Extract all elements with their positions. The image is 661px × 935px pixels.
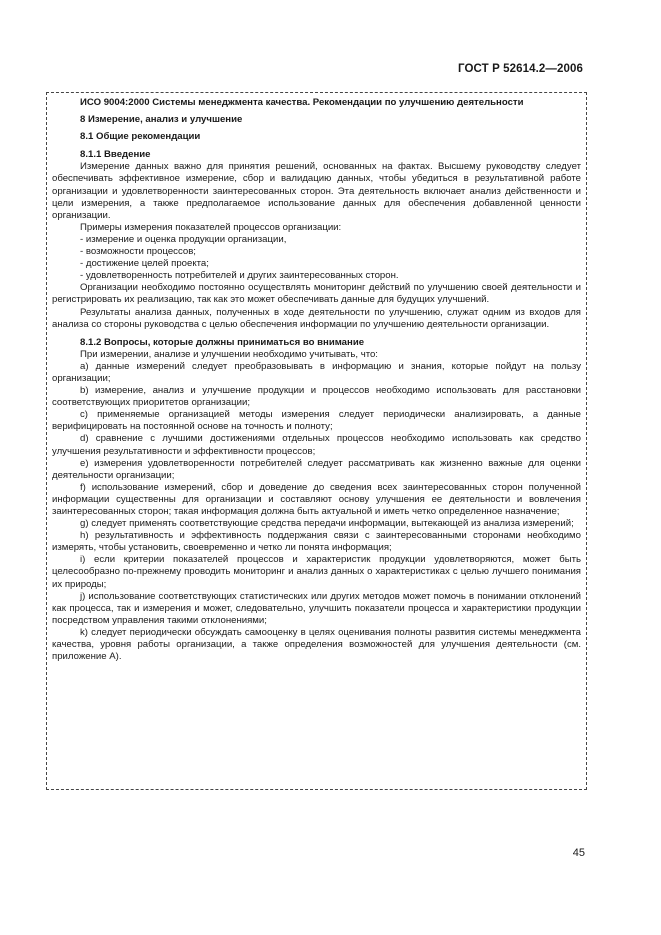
paragraph: Результаты анализа данных, полученных в ходе деятельности по улучшению, служат одним из входов для анализа со стороны руководства с целью обеспечения информации по улучшению деятельности организации. <box>52 306 581 330</box>
list-item: k) следует периодически обсуждать самооценку в целях оценивания полноты развития системы менеджмента качества, уровня работы организации, а также определения возможностей для улучшения деятельности (см. приложение А). <box>52 626 581 663</box>
section-heading: 8 Измерение, анализ и улучшение <box>80 114 243 126</box>
list-item: b) измерение, анализ и улучшение продукции и процессов необходимо использовать для расстановки соответствующих приоритетов организации; <box>52 385 581 409</box>
paragraph: Организации необходимо постоянно осуществлять мониторинг действий по улучшению своей деятельности и регистрировать их реализацию, так как это может обеспечивать данные для будущих улучшений. <box>52 282 581 306</box>
list-item: g) следует применять соответствующие средства передачи информации, вытекающей из анализа измерений; <box>80 518 574 530</box>
list-item: f) использование измерений, сбор и доведение до сведения всех заинтересованных сторон полученной информации существенны для организации и составляют основу улучшения ее деятельности и вовлечения заинтересованных сторон; такая информация должна быть актуальной и иметь четко определенное назначение; <box>52 481 581 517</box>
list-item: - удовлетворенность потребителей и других заинтересованных сторон. <box>80 270 581 282</box>
list-item: d) сравнение с лучшими достижениями отдельных процессов необходимо использовать как средство улучшения результативности и эффективности процессов; <box>52 433 581 457</box>
paragraph: Примеры измерения показателей процессов организации: <box>80 221 342 233</box>
document-id: ГОСТ Р 52614.2—2006 <box>458 63 583 75</box>
list-item: - измерение и оценка продукции организации, <box>80 234 581 246</box>
standard-title: ИСО 9004:2000 Системы менеджмента качества. Рекомендации по улучшению деятельности <box>80 97 524 108</box>
paragraph: При измерении, анализе и улучшении необходимо учитывать, что: <box>80 348 378 360</box>
list-item: a) данные измерений следует преобразовывать в информацию и знания, которые пойдут на пользу организации; <box>52 360 581 384</box>
list-item: j) использование соответствующих статистических или других методов может помочь в понимании отклонений как процесса, так и измерения и может, следовательно, улучшить показатели процесса и характеристики продукции посредством управления такими отклонениями; <box>52 590 581 626</box>
page-number: 45 <box>572 847 585 859</box>
clause-heading-considerations: 8.1.2 Вопросы, которые должны приниматься во внимание <box>80 336 365 348</box>
subsection-heading: 8.1 Общие рекомендации <box>80 131 201 143</box>
list-item: - возможности процессов; <box>80 246 581 258</box>
quoted-standard-box <box>46 92 587 790</box>
list-item: - достижение целей проекта; <box>80 258 581 270</box>
list-item: c) применяемые организацией методы измерения следует периодически анализировать, а данные верифицировать на постоянной основе на точность и полноту; <box>52 409 581 433</box>
list-item: i) если критерии показателей процессов и характеристик продукции удовлетворяются, может быть целесообразно по-прежнему проводить мониторинг и анализ данных о характеристиках с целью лучшего понимания их природы; <box>52 554 581 590</box>
paragraph: Измерение данных важно для принятия решений, основанных на фактах. Высшему руководству следует обеспечивать эффективное измерение, сбор и валидацию данных, чтобы убедиться в результативной работе организации и удовлетворенности заинтересованных сторон. Эта деятельность включает анализ действенности и цели измерения, а также предполагаемое использование данных для обеспечения добавленной ценности организации. <box>52 161 581 221</box>
list-item: h) результативность и эффективность поддержания связи с заинтересованными сторонами необходимо измерять, чтобы установить, своевременно и четко ли понята информация; <box>52 530 581 554</box>
clause-heading-introduction: 8.1.1 Введение <box>80 149 151 161</box>
list-item: e) измерения удовлетворенности потребителей следует рассматривать как жизненно важные для оценки деятельности организации; <box>52 457 581 481</box>
